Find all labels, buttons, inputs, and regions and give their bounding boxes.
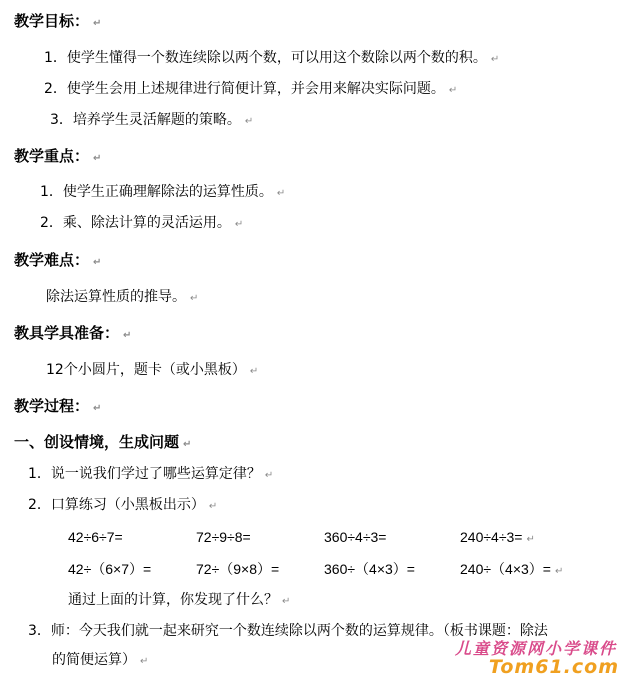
key-points-heading [14, 147, 101, 168]
paragraph-mark-icon: ↵ [93, 257, 102, 268]
goal-item-text: 1．使学生懂得一个数连续除以两个数，可以用这个数除以两个数的积。 [44, 50, 487, 66]
difficulty-body: 除法运算性质的推导。 [46, 289, 186, 305]
key-point-text: 1．使学生正确理解除法的运算性质。 [40, 184, 273, 200]
goal-item-3 [50, 111, 253, 131]
process-step-2 [28, 496, 217, 516]
part1-title-text: 一、创设情境，生成问题 [14, 433, 180, 451]
paragraph-mark-icon: ↵ [190, 293, 199, 304]
calc-r1-c4-text: 240÷4÷3= [460, 529, 523, 545]
calc-r2-c3: 360÷（4×3）= [324, 561, 415, 577]
materials-text [46, 361, 258, 381]
process-heading-text: 教学过程： [14, 397, 90, 415]
watermark-line-2 [489, 656, 619, 678]
process-question-text: 通过上面的计算，你发现了什么？ [68, 592, 278, 608]
paragraph-mark-icon: ↵ [123, 330, 132, 341]
difficulty-heading [14, 251, 101, 272]
goal-item-text: 2．使学生会用上述规律进行简便计算，并会用来解决实际问题。 [44, 81, 445, 97]
materials-heading [14, 324, 131, 345]
paragraph-mark-icon: ↵ [264, 470, 274, 481]
calc-r2-c2: 72÷（9×8）= [196, 561, 280, 577]
key-point-item-1 [40, 183, 285, 203]
paragraph-mark-icon: ↵ [282, 596, 291, 607]
calc-r1-c2: 72÷9÷8= [196, 529, 251, 545]
paragraph-mark-icon: ↵ [140, 656, 149, 667]
goal-item-1 [44, 49, 499, 69]
paragraph-mark-icon: ↵ [554, 566, 564, 577]
watermark-line-1: 儿童资源网小学课件 [454, 639, 617, 658]
process-step-text: 2．口算练习（小黑板出示） [28, 497, 205, 513]
goals-heading [14, 12, 101, 33]
watermark-logo-text: Tom61.com [488, 656, 619, 678]
goal-item-text: 3．培养学生灵活解题的策略。 [50, 112, 241, 128]
process-question [68, 591, 290, 611]
paragraph-mark-icon: ↵ [244, 116, 254, 127]
process-step-text: 1．说一说我们学过了哪些运算定律？ [28, 466, 261, 482]
key-points-heading-text: 教学重点： [14, 147, 90, 165]
process-step-text: 的简便运算） [52, 652, 136, 668]
key-point-text: 2．乘、除法计算的灵活运用。 [40, 215, 231, 231]
difficulty-heading-text: 教学难点： [14, 251, 90, 269]
part1-title [14, 433, 191, 454]
calc-r1-c1: 42÷6÷7= [68, 529, 123, 545]
calc-r2-c4 [460, 560, 563, 581]
paragraph-mark-icon: ↵ [249, 366, 259, 377]
paragraph-mark-icon: ↵ [234, 219, 244, 230]
paragraph-mark-icon: ↵ [93, 18, 102, 29]
paragraph-mark-icon: ↵ [448, 85, 458, 96]
calc-r2-c4-text: 240÷（4×3）= [460, 561, 551, 577]
process-step-text: 3．师：今天我们就一起来研究一个数连续除以两个数的运算规律。（板书课题：除法 [28, 623, 548, 639]
calc-r1-c4 [460, 528, 535, 549]
paragraph-mark-icon: ↵ [93, 153, 102, 164]
calc-r2-c1: 42÷（6×7）= [68, 561, 152, 577]
difficulty-text [46, 288, 198, 308]
process-step-3-line-2 [52, 651, 148, 671]
goals-heading-text: 教学目标： [14, 12, 90, 30]
site-watermark [381, 636, 619, 676]
materials-heading-text: 教具学具准备： [14, 324, 120, 342]
process-heading [14, 397, 101, 418]
calc-r1-c3: 360÷4÷3= [324, 529, 387, 545]
key-point-item-2 [40, 214, 243, 234]
paragraph-mark-icon: ↵ [490, 54, 500, 65]
paragraph-mark-icon: ↵ [183, 439, 192, 450]
paragraph-mark-icon: ↵ [276, 188, 286, 199]
paragraph-mark-icon: ↵ [208, 501, 218, 512]
paragraph-mark-icon: ↵ [93, 403, 102, 414]
materials-body: 12个小圆片，题卡（或小黑板） [46, 362, 246, 378]
process-step-1 [28, 465, 273, 485]
goal-item-2 [44, 80, 457, 100]
paragraph-mark-icon: ↵ [526, 534, 535, 545]
